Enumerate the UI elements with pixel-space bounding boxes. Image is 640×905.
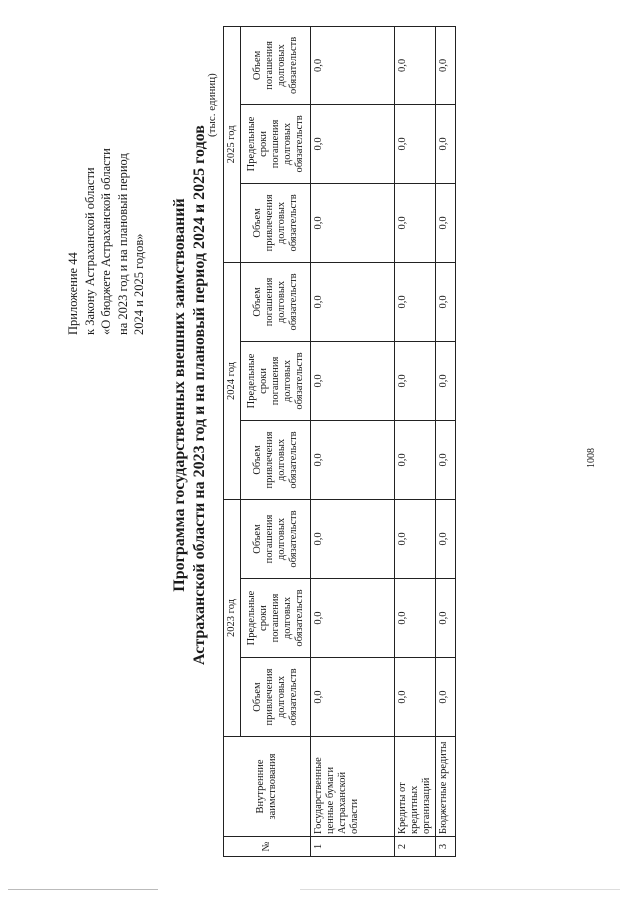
value-cell: 0,0 (311, 499, 395, 578)
value-cell: 0,0 (395, 262, 436, 341)
page-number: 1008 (586, 448, 597, 468)
subheader-terms: Предельные сроки погашения долговых обязательств (241, 341, 311, 420)
subheader-repayment: Объем погашения долговых обязательств (241, 262, 311, 341)
value-cell: 0,0 (395, 26, 436, 104)
value-cell: 0,0 (436, 183, 456, 262)
year-header-2025: 2025 год (224, 26, 241, 262)
appendix-line: к Закону Астраханской области (82, 167, 97, 335)
appendix-line: «О бюджете Астраханской области (99, 148, 113, 335)
value-cell: 0,0 (395, 341, 436, 420)
document-title (170, 65, 210, 725)
row-number: 2 (395, 837, 436, 857)
value-cell: 0,0 (436, 104, 456, 183)
title-line-2: Астраханской области на 2023 год и на плановый период 2024 и 2025 годов (191, 125, 208, 665)
subheader-attraction: Объем привлечения долговых обязательств (241, 183, 311, 262)
value-cell: 0,0 (436, 341, 456, 420)
row-number: 3 (436, 837, 456, 857)
row-name: Бюджетные кредиты (436, 737, 456, 837)
subheader-attraction: Объем привлечения долговых обязательств (241, 658, 311, 737)
value-cell: 0,0 (436, 579, 456, 658)
year-header-2024: 2024 год (224, 262, 241, 499)
value-cell: 0,0 (395, 579, 436, 658)
table-row (436, 26, 456, 856)
table-row (311, 26, 395, 856)
value-cell: 0,0 (436, 658, 456, 737)
value-cell: 0,0 (311, 579, 395, 658)
value-cell: 0,0 (436, 499, 456, 578)
table-row (395, 26, 436, 856)
subheader-terms: Предельные сроки погашения долговых обязательств (241, 104, 311, 183)
value-cell: 0,0 (311, 104, 395, 183)
value-cell: 0,0 (311, 26, 395, 104)
value-cell: 0,0 (395, 499, 436, 578)
title-line-1: Программа государственных внешних заимствований (171, 198, 188, 592)
value-cell: 0,0 (311, 262, 395, 341)
value-cell: 0,0 (436, 262, 456, 341)
scan-edge-line (8, 889, 158, 890)
value-cell: 0,0 (395, 420, 436, 499)
value-cell: 0,0 (395, 658, 436, 737)
subheader-attraction: Объем привлечения долговых обязательств (241, 420, 311, 499)
units-note: (тыс. единиц) (206, 73, 218, 137)
value-cell: 0,0 (311, 341, 395, 420)
borrowing-table (223, 26, 456, 857)
appendix-note (65, 148, 148, 335)
value-cell: 0,0 (311, 183, 395, 262)
value-cell: 0,0 (311, 420, 395, 499)
name-header: Внутренние заимствования (224, 737, 311, 837)
row-number: 1 (311, 837, 395, 857)
subheader-repayment: Объем погашения долговых обязательств (241, 26, 311, 104)
year-header-2023: 2023 год (224, 499, 241, 736)
subheader-repayment: Объем погашения долговых обязательств (241, 499, 311, 578)
subheader-terms: Предельные сроки погашения долговых обязательств (241, 579, 311, 658)
value-cell: 0,0 (436, 26, 456, 104)
scan-edge-dots (300, 889, 620, 890)
row-name: Государственные ценные бумаги Астраханской области (311, 737, 395, 837)
value-cell: 0,0 (395, 183, 436, 262)
appendix-line: Приложение 44 (66, 252, 80, 335)
num-header: № (224, 837, 311, 857)
value-cell: 0,0 (395, 104, 436, 183)
value-cell: 0,0 (311, 658, 395, 737)
value-cell: 0,0 (436, 420, 456, 499)
appendix-line: 2024 и 2025 годов» (132, 233, 146, 335)
appendix-line: на 2023 год и на плановый период (115, 153, 130, 335)
row-name: Кредиты от кредитных организаций (395, 737, 436, 837)
